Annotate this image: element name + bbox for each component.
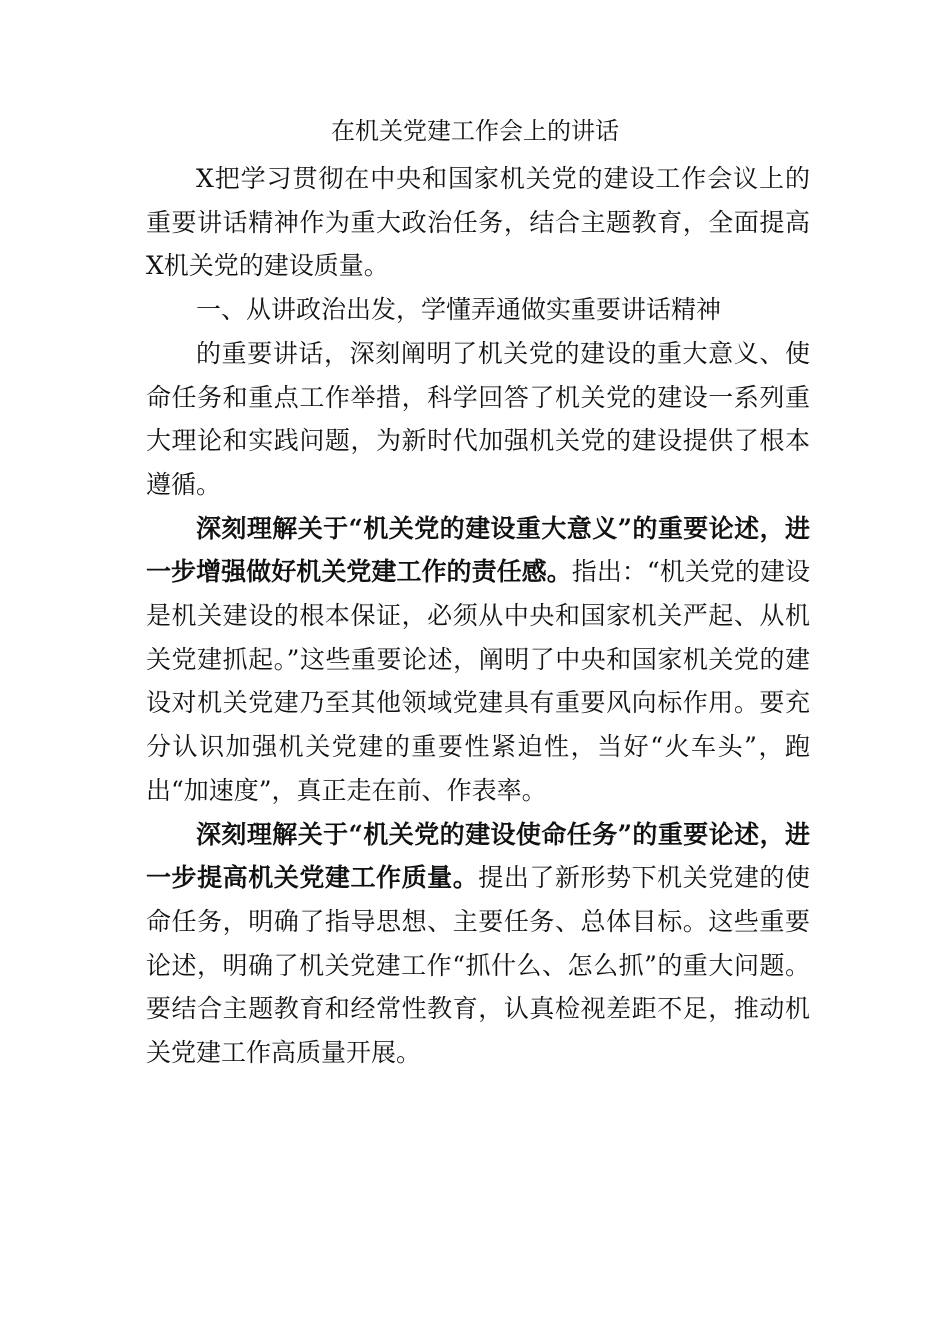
paragraph-significance bbox=[146, 507, 810, 813]
paragraph-intro bbox=[146, 157, 810, 288]
paragraph-mission-text: 提出了新形势下机关党建的使命任务，明确了指导思想、主要任务、总体目标。这些重要论述，明确了机关党建工作“抓什么、怎么抓”的重大问题。要结合主题教育和经常性教育，认真检视差距不足，推动机关党建工作高质量开展。 bbox=[146, 863, 810, 1068]
document-body bbox=[146, 157, 810, 1075]
section-heading-1-text: 一、从讲政治出发，学懂弄通做实重要讲话精神 bbox=[196, 295, 722, 325]
paragraph-significance-lead: 深刻理解关于“机关党的建设重大意义”的重要论述，进一步增强做好机关党建工作的责任感。 bbox=[146, 513, 810, 587]
paragraph-intro-text: X把学习贯彻在中央和国家机关党的建设工作会议上的重要讲话精神作为重大政治任务，结合主题教育，全面提高X机关党的建设质量。 bbox=[146, 164, 810, 281]
section-heading-1 bbox=[146, 288, 810, 332]
paragraph-speech-summary-text: 的重要讲话，深刻阐明了机关党的建设的重大意义、使命任务和重点工作举措，科学回答了机关党的建设一系列重大理论和实践问题，为新时代加强机关党的建设提供了根本遵循。 bbox=[146, 338, 810, 499]
paragraph-mission bbox=[146, 813, 810, 1075]
document-title: 在机关党建工作会上的讲话 bbox=[331, 117, 619, 145]
paragraph-mission-lead: 深刻理解关于“机关党的建设使命任务”的重要论述，进一步提高机关党建工作质量。 bbox=[146, 819, 810, 893]
paragraph-speech-summary bbox=[146, 332, 810, 507]
paragraph-significance-text: 指出：“机关党的建设是机关建设的根本保证，必须从中央和国家机关严起、从机关党建抓起。”这些重要论述，阐明了中央和国家机关党的建设对机关党建乃至其他领域党建具有重要风向标作用。要充分认识加强机关党建的重要性紧迫性，当好“火车头”，跑出“加速度”，真正走在前、作表率。 bbox=[146, 557, 810, 805]
